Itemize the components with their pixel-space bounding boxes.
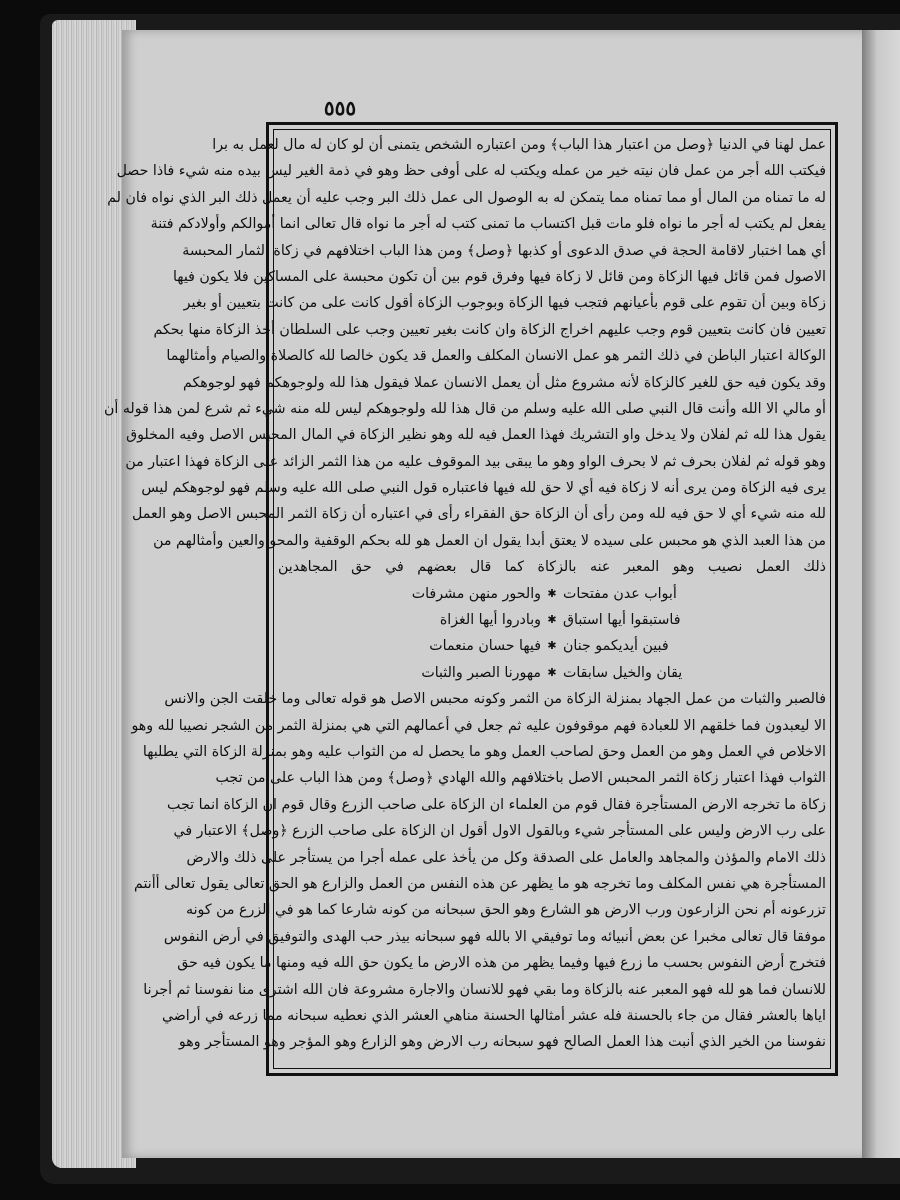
text-line: يرى فيه الزكاة ومن يرى أنه لا زكاة فيه أي لا حق لله فيها فاعتباره قول النبي صلى الله عليه وسلم فهو لوجوهكم ليس xyxy=(141,480,826,497)
text-line: ذلك الامام والمؤذن والمجاهد والعامل على الصدقة وكل من يأخذ على عمله أجرا من يستأجر على ذلك والارض xyxy=(186,849,826,866)
text-line: فتخرج أرض النفوس بحسب ما زرع فيها وفيما يظهر من هذه الارض ما يكون حق الله فيه ومنها ما يكون فيه حق xyxy=(177,955,826,972)
text-line: الوكالة اعتبار الباطن في ذلك الثمر هو عمل الانسان المكلف والعمل قد يكون خالصا لله كالصلاة والصيام وأمثالهما xyxy=(166,348,826,365)
text-line: وهو قوله ثم لفلان بحرف ثم لا بحرف الواو وهو ما يبقى بيد الموقوف عليه من هذا الثمر الزائد على الزكاة فهذا اعتبار من xyxy=(125,453,826,470)
text-line: زكاة ما تخرجه الارض المستأجرة فقال قوم من العلماء ان الزكاة على صاحب الزرع وقال قوم ان الزكاة انما تجب xyxy=(167,796,826,813)
poem-first-hemistich: أبواب عدن مفتحات xyxy=(563,585,677,602)
poem-second-hemistich: والحور منهن مشرفات xyxy=(411,585,541,602)
text-line: فيكتب الله أجر من عمل فان نيته خير من عمله ويكتب له على أوفى حظ وهو في ذمة الغير ليس بيده منه شيء فاذا حصل xyxy=(116,163,826,180)
text-line: وقد يكون فيه حق للغير كالزكاة لأنه مشروع مثل أن يعمل الانسان عملا فيقول هذا لله ولوجوهكم فهو لوجوهكم xyxy=(183,374,826,391)
verse-separator-icon: ✱ xyxy=(547,613,557,627)
prose-before-poem xyxy=(103,132,828,581)
poem-second-hemistich: فيها حسان منعمات xyxy=(429,638,541,655)
text-line: تعيين فان كانت بتعيين قوم وجب عليهم اخراج الزكاة وان كانت بغير تعيين وجب على السلطان أخذ الزكاة منها بحكم xyxy=(153,321,826,338)
verse-separator-icon: ✱ xyxy=(547,665,557,679)
poem-first-hemistich: فبين أيديكمو جنان xyxy=(563,638,669,655)
main-text-block xyxy=(103,132,828,1066)
text-line: على رب الارض وليس على المستأجر شيء وبالقول الاول أقول ان الزكاة على صاحب الزرع ﴿وصل﴾ الاعتبار في xyxy=(173,823,826,840)
poem-first-hemistich: يقان والخيل سابقات xyxy=(563,664,683,681)
text-line: الاخلاص في العمل وهو من العمل وحق لصاحب العمل وهو ما يحصل له من الثواب عليه وهو بمنزلة الزكاة التي يطلبها xyxy=(142,743,826,760)
text-line: نفوسنا من الخير الذي أنبت هذا العمل الصالح فهو سبحانه رب الارض وهو الزارع وهو المؤجر وهو المستأجر وهو xyxy=(178,1034,826,1051)
text-line: للانسان فما هو لله فهو المعبر عنه بالزكاة وما بقي فهو للانسان والاجارة مشروعة فان الله اشترى منا نفوسنا ثم أجرنا xyxy=(143,981,826,998)
poem-verse xyxy=(276,581,828,607)
page-number: ٥٥٥ xyxy=(323,96,357,120)
text-line: يقول هذا لله ثم لفلان ولا يدخل واو التشريك فهذا العمل فيه لله وهو نظير الزكاة في المال المحبس الاصل وفيه المخلوق xyxy=(126,427,826,444)
poem-verse xyxy=(276,633,828,659)
text-line: فالصبر والثبات من عمل الجهاد بمنزلة الزكاة من الثمر وكونه محبس الاصل هو قوله تعالى وما خلقت الجن والانس xyxy=(164,691,826,708)
text-line: الا ليعبدون فما خلقهم الا للعبادة فهم موقوفون عليه ثم جعل في أعمالهم التي هي بمنزلة الثمر من الشجر نصيبا لله وهو xyxy=(131,717,826,734)
text-line: ذلك العمل نصيب وهو المعبر عنه بالزكاة كما قال بعضهم في حق المجاهدين xyxy=(278,559,826,576)
verse-separator-icon: ✱ xyxy=(547,639,557,653)
text-line: الثواب فهذا اعتبار زكاة الثمر المحبس الاصل باختلافهم والله الهادي ﴿وصل﴾ ومن هذا الباب على من تجب xyxy=(215,770,826,787)
poem-block xyxy=(276,581,828,687)
text-line: زكاة وبين أن تقوم على قوم بأعيانهم فتجب فيها الزكاة وبوجوب الزكاة أقول كانت على من كانت بتعيين أو بغير xyxy=(183,295,826,312)
facing-page-edge xyxy=(862,30,900,1158)
text-line: يفعل لم يكتب له أجر ما نواه فلو مات قبل اكتساب ما تمنى كتب له أجر ما نواه قال تعالى انما أموالكم وأولادكم فتنة xyxy=(150,216,826,233)
text-line: موفقا قال تعالى مخبرا عن بعض أنبيائه وما توفيقي الا بالله فهو سبحانه بيذر حب الهدى والتوفيق في أرض النفوس xyxy=(163,928,826,945)
text-line: تزرعونه أم نحن الزارعون ورب الارض هو الشارع وهو الحق سبحانه من كونه شارعا كما هو في الزرع من كونه xyxy=(185,902,826,919)
text-line: من هذا العبد الذي هو محبس على سيده لا يعتق أبدا يقول ان العمل هو لله بحكم الوقفية والمحو والعين وأمثالهم من xyxy=(153,532,826,549)
poem-verse xyxy=(276,607,828,633)
text-line: أو مالي الا الله وأنت قال النبي صلى الله عليه وسلم من قال هذا لله ولوجوهكم ليس لله منه شيء ثم شرع لمن هذا قوله أن xyxy=(103,400,826,417)
text-line: لله منه شيء أي لا حق فيه لله ومن رأى أن الزكاة حق الفقراء رأى في اعتباره أن زكاة الثمر المحبس الاصل وهو العمل xyxy=(132,506,826,523)
poem-verse xyxy=(276,660,828,686)
text-line: له ما تمناه من المال أو مما تمناه مما يتمكن له به الوصول الى عمل ذلك البر وجب عليه أن يعمل ذلك البر الذي نواه فان لم xyxy=(107,189,826,206)
poem-second-hemistich: وبادروا أيها الغزاة xyxy=(439,612,541,629)
text-line: أي هما اختبار لاقامة الحجة في صدق الدعوى أو كذبها ﴿وصل﴾ ومن هذا الباب اختلافهم في زكاة الثمار المحبسة xyxy=(182,242,826,259)
text-line: الاصول فمن قائل فيها الزكاة ومن قائل لا زكاة فيها وفرق قوم بين أن تكون محبسة على المساكين فلا يكون فيها xyxy=(172,268,826,285)
verse-separator-icon: ✱ xyxy=(547,586,557,600)
text-line: عمل لهنا في الدنيا ﴿وصل من اعتبار هذا الباب﴾ ومن اعتباره الشخص يتمنى أن لو كان له مال لعمل به برا xyxy=(212,137,826,153)
prose-after-poem xyxy=(131,686,828,1055)
text-line: المستأجرة هي نفس المكلف وما تخرجه هو ما يظهر عن هذه النفس من العمل والزارع هو الحق تعالى يقول تعالى أأنتم xyxy=(134,875,826,892)
poem-first-hemistich: فاستبقوا أيها استباق xyxy=(563,612,681,629)
poem-second-hemistich: مهورنا الصبر والثبات xyxy=(421,664,541,681)
text-line: اياها بالعشر فقال من جاء بالحسنة فله عشر أمثالها الحسنة مناهي العشر الذي نعطيه سبحانه مما زرعه في أراضي xyxy=(161,1007,826,1024)
